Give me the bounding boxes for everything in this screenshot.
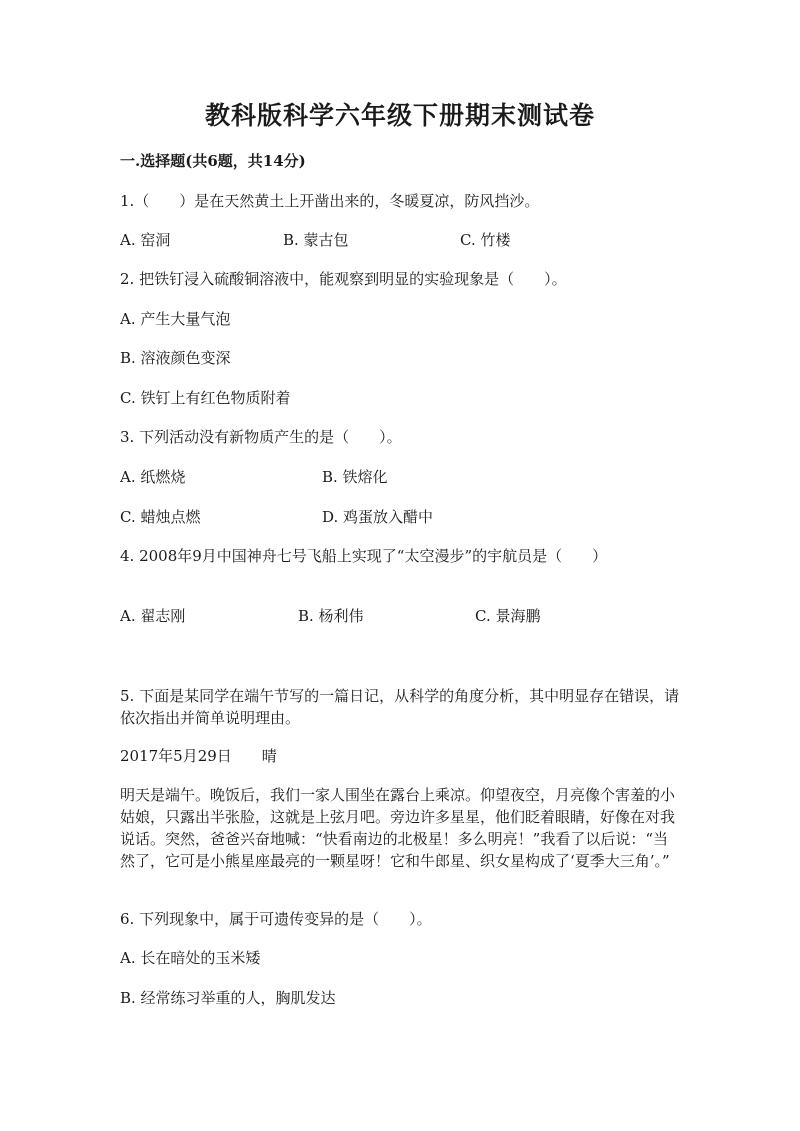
question-2-stem: 2. 把铁钉浸入硫酸铜溶液中，能观察到明显的实验现象是（ ）。 xyxy=(120,270,567,288)
question-4-option-a: A. 翟志刚 xyxy=(120,607,186,625)
question-1-option-b: B. 蒙古包 xyxy=(283,231,349,249)
question-4-stem: 4. 2008年9月中国神舟七号飞船上实现了“太空漫步”的宇航员是（ ） xyxy=(120,547,608,565)
question-1-stem: 1.（ ）是在天然黄土上开凿出来的，冬暖夏凉，防风挡沙。 xyxy=(120,192,540,210)
question-4-option-c: C. 景海鹏 xyxy=(475,607,541,625)
question-3-stem: 3. 下列活动没有新物质产生的是（ ）。 xyxy=(120,428,402,446)
question-6-option-b: B. 经常练习举重的人，胸肌发达 xyxy=(120,989,336,1007)
question-3-option-a: A. 纸燃烧 xyxy=(120,468,186,486)
diary-date: 2017年5月29日 晴 xyxy=(120,747,277,765)
section-heading: 一.选择题(共6题，共14分) xyxy=(120,152,306,170)
question-2-option-c: C. 铁钉上有红色物质附着 xyxy=(120,389,291,407)
question-2-option-a: A. 产生大量气泡 xyxy=(120,310,231,328)
diary-text: 明天是端午。晚饭后，我们一家人围坐在露台上乘凉。仰望夜空，月亮像个害羞的小姑娘，只露出半张脸，这就是上弦月吧。旁边许多星星，他们眨着眼睛，好像在对我说话。突然，爸爸兴奋地喊：“快看南边的北极星！多么明亮！”我看了以后说：“当然了，它可是小熊星座最亮的一颗星呀！它和牛郎星、织女星构成了‘夏季大三角’。” xyxy=(120,786,676,870)
question-3-option-b: B. 铁熔化 xyxy=(322,468,388,486)
question-3-option-c: C. 蜡烛点燃 xyxy=(120,508,201,526)
question-1-option-a: A. 窑洞 xyxy=(120,231,171,249)
page-title: 教科版科学六年级下册期末测试卷 xyxy=(204,101,595,130)
question-1-option-c: C. 竹楼 xyxy=(460,231,511,249)
question-6-stem: 6. 下列现象中，属于可遗传变异的是（ ）。 xyxy=(120,910,432,928)
question-6-option-a: A. 长在暗处的玉米矮 xyxy=(120,949,261,967)
question-3-option-d: D. 鸡蛋放入醋中 xyxy=(322,508,434,526)
question-5-stem: 5. 下面是某同学在端午节写的一篇日记，从科学的角度分析，其中明显存在错误，请依次指出并简单说明理由。 xyxy=(120,687,680,727)
question-2-option-b: B. 溶液颜色变深 xyxy=(120,349,231,367)
question-4-option-b: B. 杨利伟 xyxy=(298,607,364,625)
